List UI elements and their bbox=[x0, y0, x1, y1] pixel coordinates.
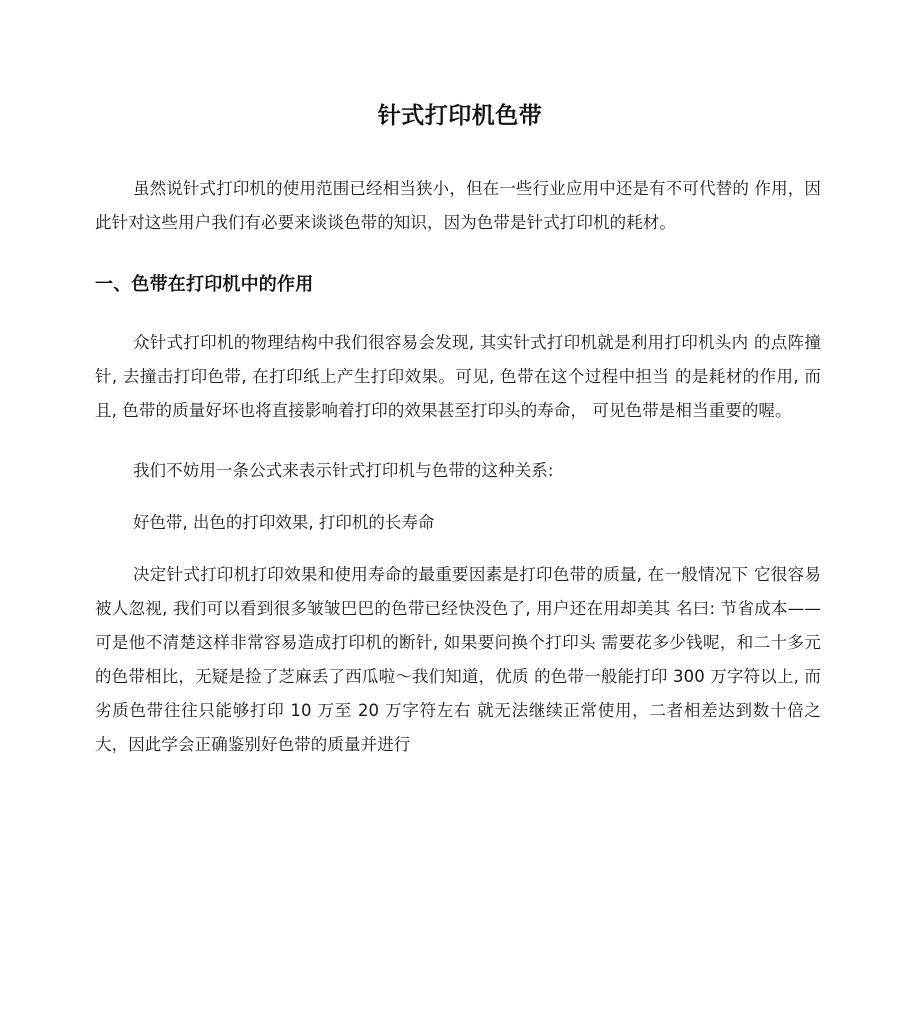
section-1-paragraph-2: 我们不妨用一条公式来表示针式打印机与色带的这种关系: bbox=[132, 461, 554, 480]
spacer bbox=[95, 488, 821, 506]
page-title: 针式打印机色带 bbox=[377, 103, 543, 130]
document-body bbox=[95, 172, 821, 762]
intro-paragraph: 虽然说针式打印机的使用范围已经相当狭小，但在一些行业应用中还是有不可代替的 作用，因此针对这些用户我们有必要来谈谈色带的知识，因为色带是针式打印机的耗材。 bbox=[95, 179, 821, 232]
section-1-formula-line: 好色带, 出色的打印效果, 打印机的长寿命 bbox=[132, 513, 435, 532]
spacer bbox=[95, 540, 821, 558]
spacer bbox=[95, 428, 821, 454]
section-heading-1: 一、色带在打印机中的作用 bbox=[95, 274, 314, 295]
section-1-paragraph-4: 决定针式打印机打印效果和使用寿命的最重要因素是打印色带的质量, 在一般情况下 它很容易被人忽视, 我们可以看到很多皱皱巴巴的色带已经快没色了, 用户还在用却美其 名曰: 节省成本——可是他不清楚这样非常容易造成打印机的断针, 如果要问换个打印头 需要花多少钱呢，和二十多元的色带相比，无疑是捡了芝麻丢了西瓜啦～我们知道，优质 的色带一般能打印 300 万字符以上, 而劣质色带往往只能够打印 10 万至 20 万字符左右 就无法继续正常使用，二者相差达到数十倍之大，因此学会正确鉴别好色带的质量并进行 bbox=[95, 565, 821, 754]
section-1-paragraph-1: 众针式打印机的物理结构中我们很容易会发现, 其实针式打印机就是利用打印机头内 的点阵撞针, 去撞击打印色带, 在打印纸上产生打印效果。可见, 色带在这个过程中担当 的是耗材的作用, 而且, 色带的质量好坏也将直接影响着打印的效果甚至打印头的寿命， 可见色带是相当重要的喔。 bbox=[95, 333, 821, 420]
spacer bbox=[95, 240, 821, 270]
spacer bbox=[95, 300, 821, 326]
